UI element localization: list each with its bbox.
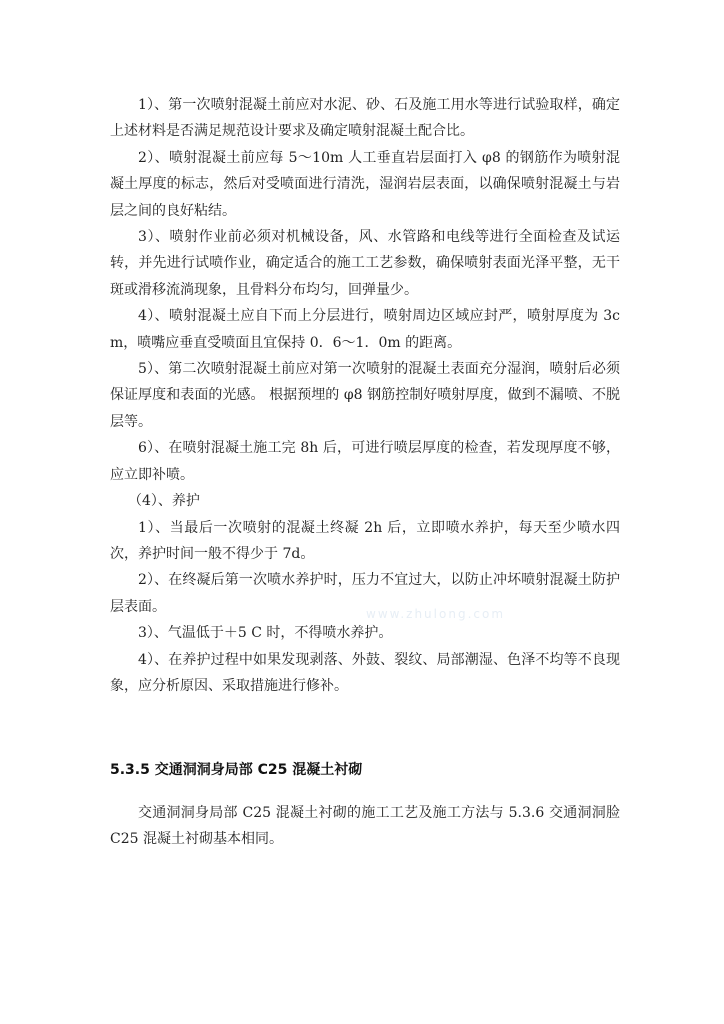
- paragraph-1: 1）、第一次喷射混凝土前应对水泥、砂、石及施工用水等进行试验取样，确定上述材料是否满足规范设计要求及确定喷射混凝土配合比。: [110, 97, 620, 140]
- curing-paragraph-1: 1）、当最后一次喷射的混凝土终凝 2h 后，立即喷水养护，每天至少喷水四次，养护时间一般不得少于 7d。: [110, 519, 620, 562]
- paragraph-2: 2）、喷射混凝土前应每 5～10m 人工垂直岩层面打入 φ8 的钢筋作为喷射混凝土厚度的标志，然后对受喷面进行清洗，湿润岩层表面，以确保喷射混凝土与岩层之间的良好粘结。: [110, 149, 620, 219]
- section-body: 交通洞洞身局部 C25 混凝土衬砌的施工工艺及施工方法与 5.3.6 交通洞洞脸 C25 混凝土衬砌基本相同。: [110, 805, 620, 848]
- paragraph-5: 5）、第二次喷射混凝土前应对第一次喷射的混凝土表面充分湿润，喷射后必须保证厚度和表面的光感。 根据预埋的 φ8 钢筋控制好喷射厚度，做到不漏喷、不脱层等。: [110, 361, 620, 430]
- curing-paragraph-3: 3）、气温低于＋5 C 时，不得喷水养护。: [138, 625, 393, 642]
- curing-subheading: （4）、养护: [128, 493, 200, 510]
- section-heading: 5.3.5 交通洞洞身局部 C25 混凝土衬砌: [110, 762, 363, 778]
- document-body: [110, 92, 620, 699]
- watermark: www.zhulong.com: [366, 607, 506, 621]
- curing-paragraph-4: 4）、在养护过程中如果发现剥落、外鼓、裂纹、局部潮湿、色泽不均等不良现象，应分析原因、采取措施进行修补。: [110, 651, 620, 694]
- paragraph-3: 3）、喷射作业前必须对机械设备，风、水管路和电线等进行全面检查及试运转，并先进行试喷作业，确定适合的施工工艺参数，确保喷射表面光泽平整，无干斑或滑移流淌现象，且骨料分布均匀，回弹量少。: [110, 229, 620, 298]
- curing-paragraph-2: 2）、在终凝后第一次喷水养护时，压力不宜过大，以防止冲坏喷射混凝土防护层表面。: [110, 572, 620, 615]
- paragraph-4: 4）、喷射混凝土应自下而上分层进行，喷射周边区域应封严，喷射厚度为 3cm，喷嘴应垂直受喷面且宜保持 0．6～1．0m 的距离。: [110, 308, 620, 351]
- paragraph-6: 6）、在喷射混凝土施工完 8h 后，可进行喷层厚度的检查，若发现厚度不够，应立即补喷。: [110, 440, 620, 483]
